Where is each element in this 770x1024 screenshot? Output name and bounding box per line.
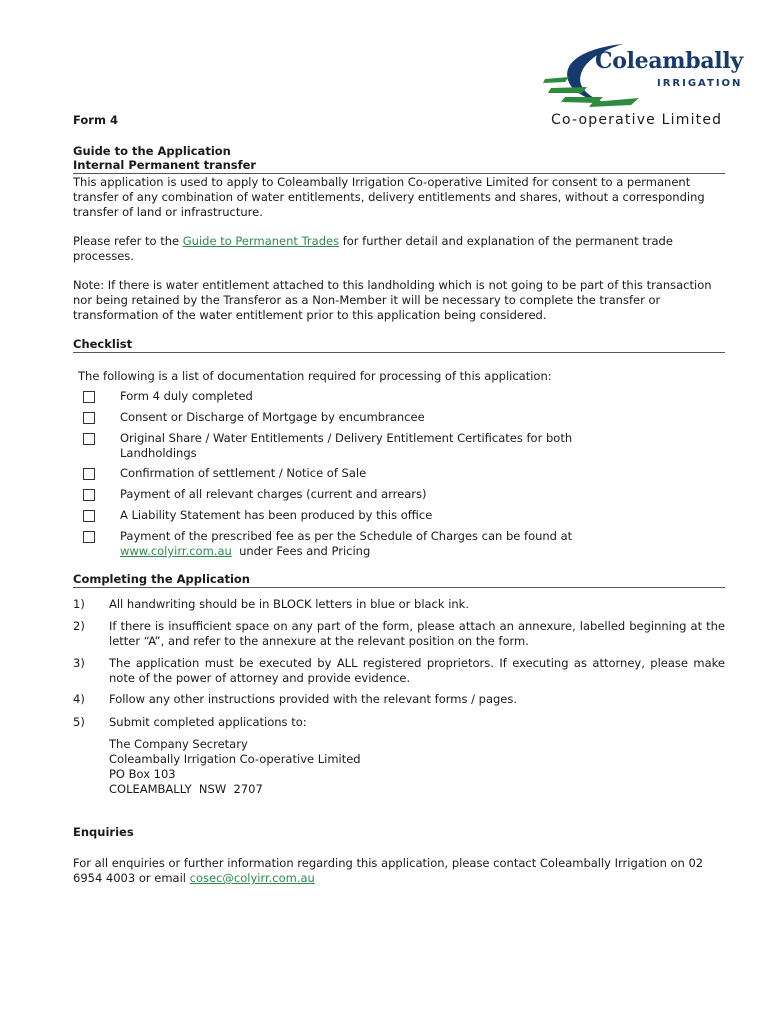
step-number: 2) <box>73 619 85 633</box>
checklist-item <box>120 529 680 559</box>
step-number: 5) <box>73 715 85 729</box>
intro-paragraph: This application is used to apply to Coleambally Irrigation Co-operative Limited for consent to a permanent transfer of any combination of water entitlements, delivery entitlements and shares, without a corresponding transfer of land or infrastructure. <box>73 175 705 219</box>
step-number: 1) <box>73 597 85 611</box>
divider <box>73 587 725 588</box>
guide-title: Guide to the Application <box>73 144 231 158</box>
logo-sub: IRRIGATION <box>657 78 743 89</box>
address-line: The Company Secretary <box>109 737 248 751</box>
enquiries-text: For all enquiries or further information regarding this application, please contact Coleambally Irrigation on 02 6954 4003 or email <box>73 856 704 885</box>
step-text: Follow any other instructions provided with the relevant forms / pages. <box>109 692 518 706</box>
address-line: Coleambally Irrigation Co-operative Limited <box>109 752 361 766</box>
form-number: Form 4 <box>73 113 118 127</box>
cosec-email-link[interactable]: cosec@colyirr.com.au <box>189 871 315 885</box>
checkbox-fee[interactable] <box>83 531 95 543</box>
checkbox-liability[interactable] <box>83 510 95 522</box>
checklist-item: Original Share / Water Entitlements / Delivery Entitlement Certificates for both Landholdings <box>120 431 573 460</box>
enquiries-paragraph <box>73 856 713 886</box>
refer-text-before: Please refer to the <box>73 234 183 248</box>
checkbox-charges[interactable] <box>83 489 95 501</box>
checkbox-settlement[interactable] <box>83 468 95 480</box>
divider <box>73 173 725 174</box>
fee-text: Payment of the prescribed fee as per the Schedule of Charges can be found at <box>120 529 573 543</box>
guide-subtitle: Internal Permanent transfer <box>73 158 257 172</box>
refer-paragraph <box>73 234 733 264</box>
step-text: If there is insufficient space on any part of the form, please attach an annexure, labelled beginning at the letter “A”, and refer to the annexure at the relevant position on the form. <box>109 619 725 648</box>
guide-to-permanent-trades-link[interactable]: Guide to Permanent Trades <box>182 234 340 248</box>
address-line: COLEAMBALLY NSW 2707 <box>109 782 263 796</box>
step-number: 4) <box>73 692 85 706</box>
logo-name: Coleambally <box>595 48 743 74</box>
step-text: Submit completed applications to: <box>109 715 307 729</box>
completing-heading: Completing the Application <box>73 572 250 586</box>
divider <box>73 352 725 353</box>
fee-after-text: under Fees and Pricing <box>231 544 371 558</box>
checkbox-form4[interactable] <box>83 391 95 403</box>
step-text: The application must be executed by ALL registered proprietors. If executing as attorney, please make note of the power of attorney and provide evidence. <box>109 656 725 685</box>
coop-label: Co-operative Limited <box>551 112 723 128</box>
checklist-item: Payment of all relevant charges (current and arrears) <box>120 487 427 501</box>
enquiries-heading: Enquiries <box>73 825 134 839</box>
checklist-item: Form 4 duly completed <box>120 389 253 403</box>
checkbox-certificates[interactable] <box>83 433 95 445</box>
checklist-item: Confirmation of settlement / Notice of Sale <box>120 466 367 480</box>
checkbox-mortgage[interactable] <box>83 412 95 424</box>
checklist-intro: The following is a list of documentation required for processing of this application: <box>78 369 552 383</box>
company-logo <box>543 42 753 110</box>
step-number: 3) <box>73 656 85 670</box>
refer-text-after: for further detail and explanation of the permanent trade processes. <box>73 234 673 263</box>
colyirr-website-link[interactable]: www.colyirr.com.au <box>120 544 232 558</box>
address-line: PO Box 103 <box>109 767 176 781</box>
step-text: All handwriting should be in BLOCK letters in blue or black ink. <box>109 597 469 611</box>
checklist-item: A Liability Statement has been produced by this office <box>120 508 433 522</box>
checklist-item: Consent or Discharge of Mortgage by encumbrancee <box>120 410 425 424</box>
checklist-heading: Checklist <box>73 337 133 351</box>
note-paragraph: Note: If there is water entitlement attached to this landholding which is not going to be part of this transaction nor being retained by the Transferor as a Non-Member it will be necessary to complete the transfer or transformation of the water entitlement prior to this application being considered. <box>73 278 712 322</box>
